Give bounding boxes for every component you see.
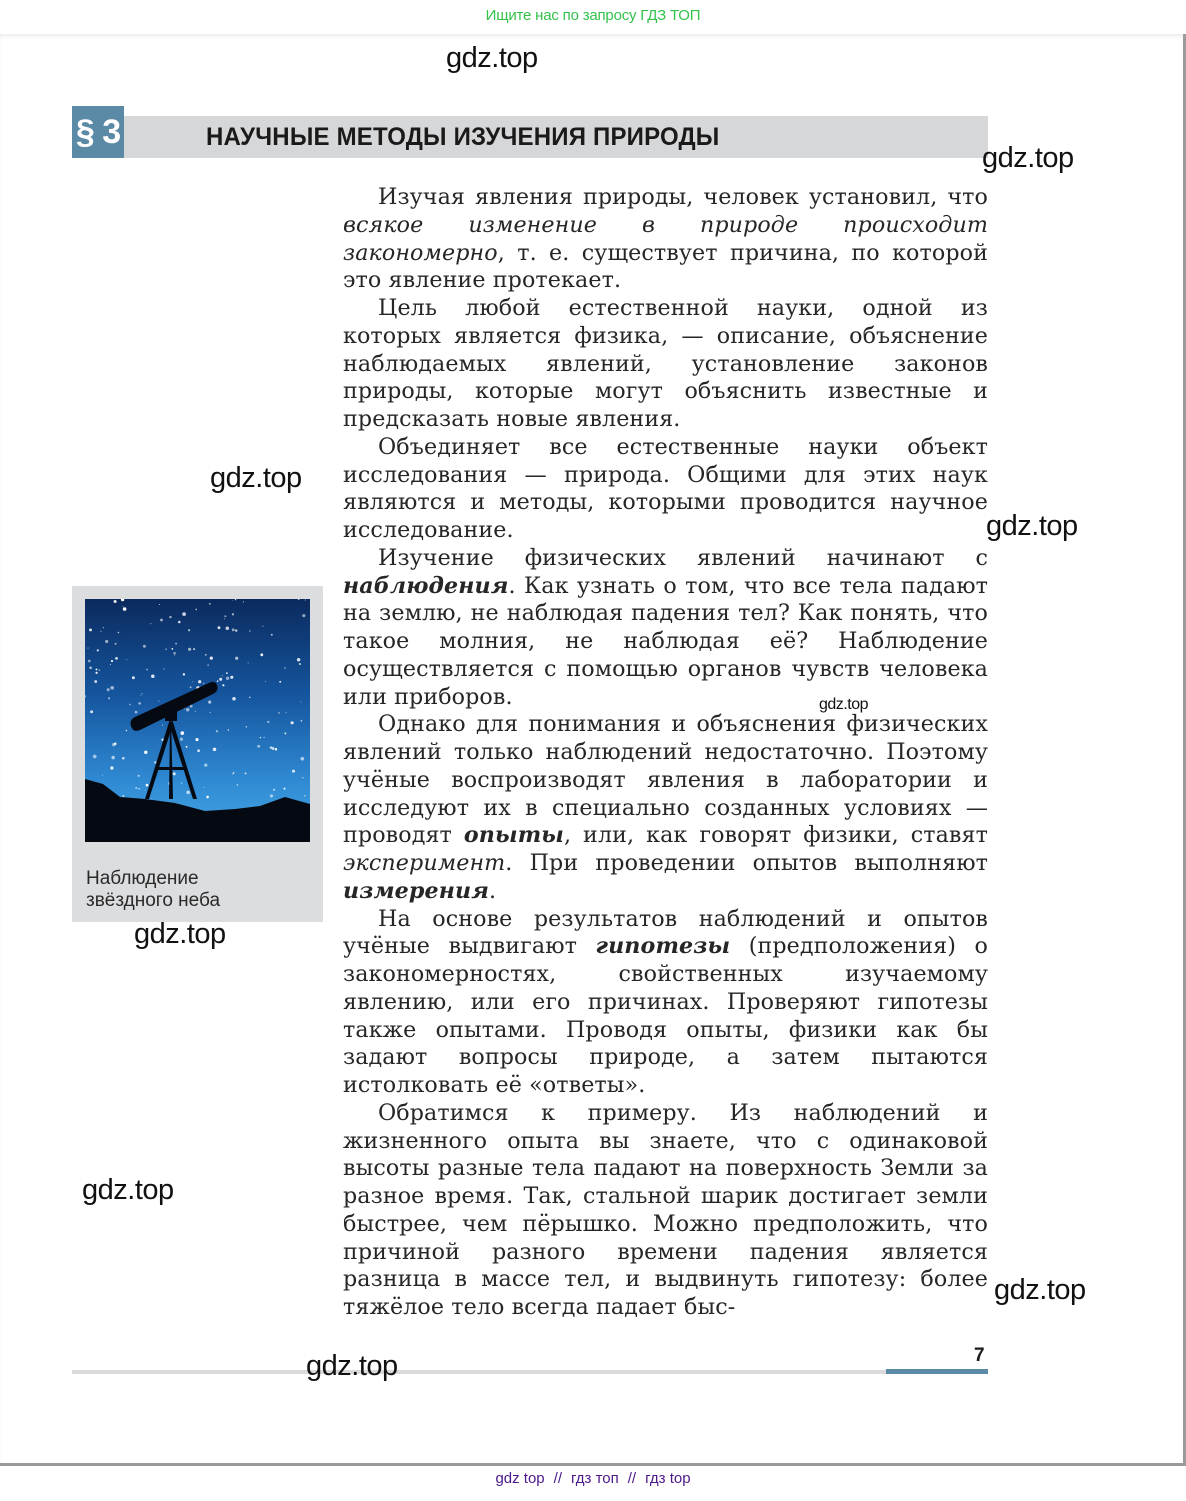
- emphasized-term: эксперимент: [343, 850, 506, 876]
- telescope-silhouette-icon: [85, 599, 310, 842]
- watermark: gdz.top: [994, 1274, 1086, 1306]
- emphasized-term: всякое изменение в природе происходит закономерно: [343, 211, 988, 266]
- text-segment: Однако для понимания и объяснения физических явлений только наблюдений недостаточно. Поэтому учёные воспроизводят явления в лаборатории и исследуют их в специально созданных условиях — проводят: [343, 711, 988, 849]
- page-number: 7: [974, 1345, 985, 1366]
- watermark: gdz.top: [306, 1350, 398, 1382]
- text-segment: Объединяет все естественные науки объект исследования — природа. Общими для этих наук являются и методы, которыми проводится научное исследование.: [343, 433, 988, 543]
- emphasized-term: гипотезы: [595, 933, 731, 960]
- figure-caption-line-2: звёздного неба: [86, 890, 221, 911]
- paragraph: [343, 295, 988, 434]
- watermark: gdz.top: [446, 42, 538, 74]
- bottom-link-gdz-top[interactable]: gdz top: [495, 1470, 545, 1487]
- footer-rule: [72, 1370, 988, 1374]
- text-segment: . Как узнать о том, что все тела падают на землю, не наблюдая падения тел? Как понять, что такое молния, не наблюдая её? Наблюдение осуществляется с помощью органов чувств человека или приборов.: [343, 572, 988, 710]
- text-segment: .: [489, 877, 497, 904]
- watermark: gdz.top: [82, 1174, 174, 1206]
- text-segment: На основе результатов наблюдений и опытов учёные выдвигают: [343, 905, 988, 960]
- figure-caption-line-1: Наблюдение: [86, 868, 199, 889]
- watermark: gdz.top: [982, 142, 1074, 174]
- paragraph: [343, 545, 988, 712]
- footer-accent-bar: [886, 1369, 988, 1374]
- link-separator: //: [627, 1470, 637, 1487]
- paragraph: [343, 906, 988, 1100]
- text-segment: Цель любой естественной науки, одной из которых является физика, — описание, объяснение наблюдаемых явлений, установление законов природы, которые могут объяснить известные и предсказать новые явления.: [343, 295, 988, 432]
- section-title: НАУЧНЫЕ МЕТОДЫ ИЗУЧЕНИЯ ПРИРОДЫ: [206, 123, 720, 151]
- text-segment: Обратимся к примеру. Из наблюдений и жизненного опыта вы знаете, что с одинаковой высоты разные тела падают на поверхность Земли за разное время. Так, стальной шарик достигает земли быстрее, чем пёрышко. Можно предположить, что причиной разного времени падения является разница в массе тел, и выдвинуть гипотезу: более тяжёлое тело всегда падает быс-: [343, 1099, 988, 1320]
- bottom-link-gdz-top-ru[interactable]: гдз топ: [571, 1470, 619, 1487]
- body-text: [343, 184, 988, 1322]
- text-segment: . При проведении опытов выполняют: [505, 850, 988, 876]
- section-number-badge: § 3: [72, 106, 124, 158]
- top-banner[interactable]: Ищите нас по запросу ГДЗ ТОП: [0, 0, 1186, 34]
- text-segment: , т. е. существует причина, по которой это явление протекает.: [343, 239, 988, 294]
- watermark: gdz.top: [134, 918, 226, 950]
- telescope-night-sky-image: [85, 599, 310, 842]
- watermark: gdz.top: [986, 510, 1078, 542]
- text-segment: (предположения) о закономерностях, свойственных изучаемому явлению, или его причинах. Проверяют гипотезы также опытами. Проводя опыты, физики как бы задают вопросы природе, а затем пытаются истолковать её «ответы».: [343, 933, 988, 1098]
- section-header: [72, 106, 988, 158]
- paragraph: [343, 184, 988, 295]
- paragraph: [343, 711, 988, 905]
- emphasized-term: наблюдения: [343, 572, 509, 599]
- figure-starry-sky: [72, 586, 323, 922]
- paragraph: [343, 434, 988, 545]
- paragraph: [343, 1100, 988, 1322]
- figure-caption: [86, 868, 220, 912]
- bottom-link-gdz-top-mixed[interactable]: гдз top: [645, 1470, 691, 1487]
- watermark: gdz.top: [210, 462, 302, 494]
- link-separator: //: [553, 1470, 562, 1487]
- text-segment: Изучение физических явлений начинают с: [378, 544, 988, 571]
- bottom-links: [0, 1470, 1186, 1487]
- emphasized-term: опыты: [463, 822, 564, 849]
- watermark: gdz.top: [819, 696, 868, 713]
- text-segment: , или, как говорят физики, ставят: [563, 822, 988, 849]
- text-segment: Изучая явления природы, человек установил, что: [378, 184, 988, 210]
- emphasized-term: измерения: [343, 877, 489, 904]
